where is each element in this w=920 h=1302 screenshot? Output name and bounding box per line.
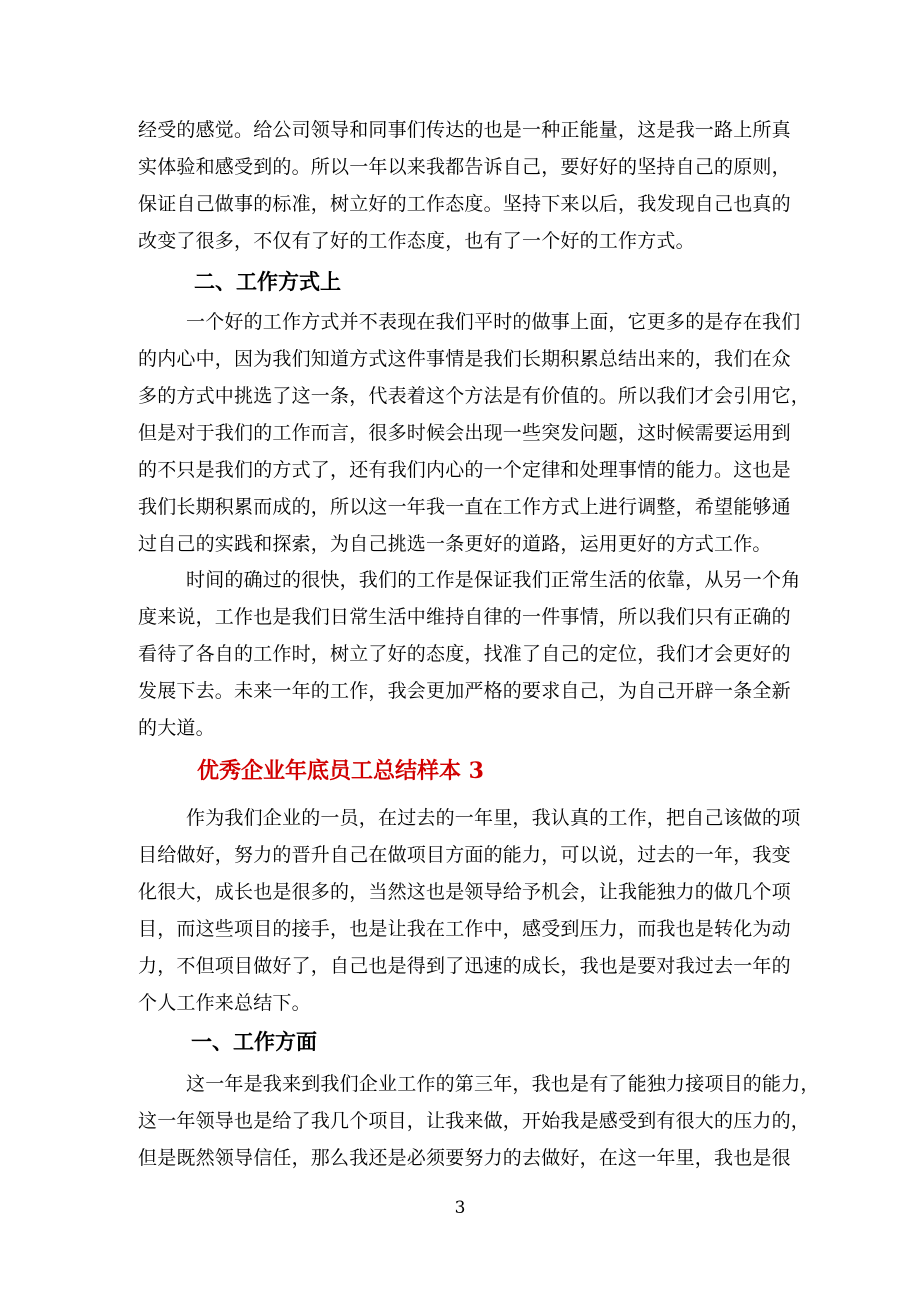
para3-line-1: 时间的确过的很快，我们的工作是保证我们正常生活的依靠，从另一个角 [186,569,801,591]
para2-line-2: 的内心中，因为我们知道方式这件事情是我们长期积累总结出来的，我们在众 [138,348,791,370]
para2-line-5: 的不只是我们的方式了，还有我们内心的一个定律和处理事情的能力。这也是 [138,459,791,481]
para4-line-1: 作为我们企业的一员，在过去的一年里，我认真的工作，把自己该做的项 [186,807,801,829]
para4-line-5: 力，不但项目做好了，自己也是得到了迅速的成长，我也是要对我过去一年的 [138,955,791,977]
para2-line-4: 但是对于我们的工作而言，很多时候会出现一些突发问题，这时候需要运用到 [138,422,791,444]
para3-line-2: 度来说，工作也是我们日常生活中维持自律的一件事情，所以我们只有正确的 [138,606,791,628]
para3-line-4: 发展下去。未来一年的工作，我会更加严格的要求自己，为自己开辟一条全新 [138,680,791,702]
para4-line-4: 目，而这些项目的接手，也是让我在工作中，感受到压力，而我也是转化为动 [138,918,791,940]
para3-line-5: 的大道。 [138,717,215,739]
para5-line-3: 但是既然领导信任，那么我还是必须要努力的去做好，在这一年里，我也是很 [138,1147,791,1169]
para1-line-4: 改变了很多，不仅有了好的工作态度，也有了一个好的工作方式。 [138,230,695,252]
section-heading-work-style: 二、工作方式上 [194,269,341,294]
page-number: 3 [454,1198,466,1218]
para3-line-3: 看待了各自的工作时，树立了好的态度，找准了自己的定位，我们才会更好的 [138,643,791,665]
para4-line-3: 化很大，成长也是很多的，当然这也是领导给予机会，让我能独力的做几个项 [138,881,791,903]
section-heading-work: 一、工作方面 [191,1029,317,1054]
para5-line-2: 这一年领导也是给了我几个项目，让我来做，开始我是感受到有很大的压力的， [138,1110,811,1132]
para4-line-6: 个人工作来总结下。 [138,992,311,1014]
para1-line-2: 实体验和感受到的。所以一年以来我都告诉自己，要好好的坚持自己的原则， [138,156,791,178]
para4-line-2: 目给做好，努力的晋升自己在做项目方面的能力，可以说，过去的一年，我变 [138,844,791,866]
para2-line-1: 一个好的工作方式并不表现在我们平时的做事上面，它更多的是存在我们 [186,311,801,333]
section-title: 优秀企业年底员工总结样本 3 [197,758,484,784]
para1-line-1: 经受的感觉。给公司领导和同事们传达的也是一种正能量，这是我一路上所真 [138,119,791,141]
para1-line-3: 保证自己做事的标准，树立好的工作态度。坚持下来以后，我发现自己也真的 [138,193,791,215]
para5-line-1: 这一年是我来到我们企业工作的第三年，我也是有了能独力接项目的能力， [186,1073,820,1095]
para2-line-7: 过自己的实践和探索，为自己挑选一条更好的道路，运用更好的方式工作。 [138,533,772,555]
para2-line-6: 我们长期积累而成的，所以这一年我一直在工作方式上进行调整，希望能够通 [138,496,791,518]
para2-line-3: 多的方式中挑选了这一条，代表着这个方法是有价值的。所以我们才会引用它， [138,385,811,407]
